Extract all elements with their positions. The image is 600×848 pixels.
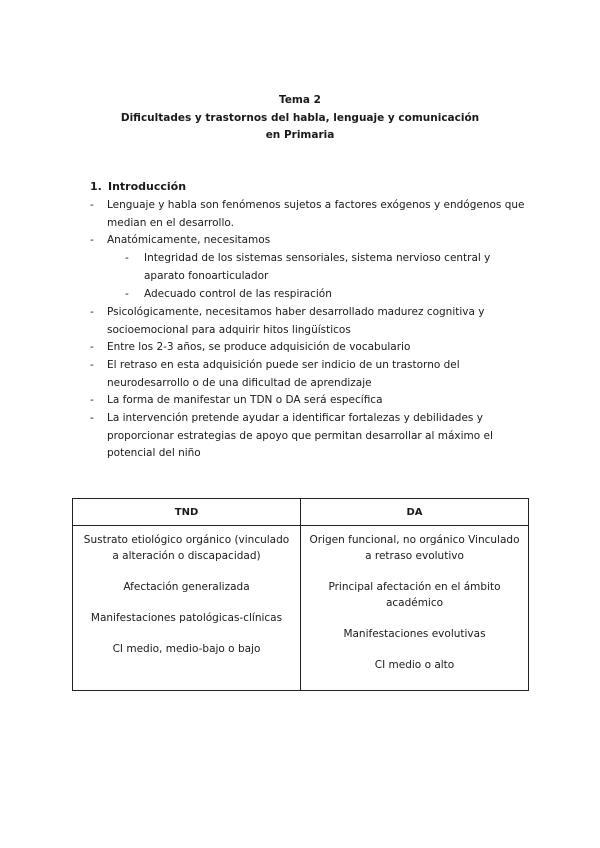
- list-item-text: Psicológicamente, necesitamos haber desarrollado madurez cognitiva y socioemocional para adquirir hitos lingüísticos: [107, 306, 485, 336]
- list-item-text: El retraso en esta adquisición puede ser indicio de un trastorno del neurodesarrollo o de una dificultad de aprendizaje: [107, 359, 460, 389]
- cell-paragraph: CI medio, medio-bajo o bajo: [112, 643, 261, 655]
- section-number: 1.: [90, 180, 102, 193]
- table-header-row: [73, 499, 529, 526]
- bullet-dash: -: [90, 394, 94, 406]
- cell-paragraph: CI medio o alto: [374, 659, 455, 671]
- cell-paragraph: Manifestaciones patológicas-clínicas: [90, 612, 283, 624]
- bullet-dash: -: [90, 359, 94, 371]
- list-item-text: La forma de manifestar un TDN o DA será específica: [107, 394, 383, 406]
- title-line-3: en Primaria: [265, 129, 335, 141]
- section-heading: [90, 180, 186, 193]
- cell-paragraph: Origen funcional, no orgánico Vinculado a retraso evolutivo: [309, 534, 520, 562]
- document-title: [0, 92, 600, 145]
- list-item-text: Lenguaje y habla son fenómenos sujetos a factores exógenos y endógenos que median en el desarrollo.: [107, 199, 525, 229]
- bullet-dash: -: [90, 412, 94, 424]
- tnd-cell: [73, 526, 301, 691]
- column-header-da: DA: [301, 499, 529, 526]
- list-item-text: Anatómicamente, necesitamos: [107, 234, 271, 246]
- bullet-dash: -: [90, 341, 94, 353]
- list-item-text: Entre los 2-3 años, se produce adquisición de vocabulario: [107, 341, 411, 353]
- da-cell: [301, 526, 529, 691]
- section-title: Introducción: [108, 180, 187, 193]
- bullet-dash: -: [90, 234, 94, 246]
- bullet-dash: -: [125, 252, 129, 264]
- cell-paragraph: Principal afectación en el ámbito académico: [328, 581, 501, 609]
- cell-paragraph: Afectación generalizada: [123, 581, 250, 593]
- sub-list-item-text: Integridad de los sistemas sensoriales, sistema nervioso central y aparato fonoarticulador: [144, 252, 491, 282]
- cell-paragraph: Sustrato etiológico orgánico (vinculado a alteración o discapacidad): [83, 534, 290, 562]
- table-row: [73, 526, 529, 691]
- title-line-1: Tema 2: [279, 94, 321, 106]
- cell-paragraph: Manifestaciones evolutivas: [343, 628, 486, 640]
- title-line-2: Dificultades y trastornos del habla, lenguaje y comunicación: [120, 111, 480, 124]
- bullet-dash: -: [90, 306, 94, 318]
- bullet-dash: -: [90, 199, 94, 211]
- list-item-text: La intervención pretende ayudar a identificar fortalezas y debilidades y proporcionar estrategias de apoyo que permitan desarrollar al máximo el potencial del niño: [107, 412, 493, 459]
- sub-list-item-text: Adecuado control de las respiración: [144, 288, 332, 300]
- bullet-dash: -: [125, 288, 129, 300]
- column-header-tnd: TND: [73, 499, 301, 526]
- comparison-table: [72, 498, 529, 691]
